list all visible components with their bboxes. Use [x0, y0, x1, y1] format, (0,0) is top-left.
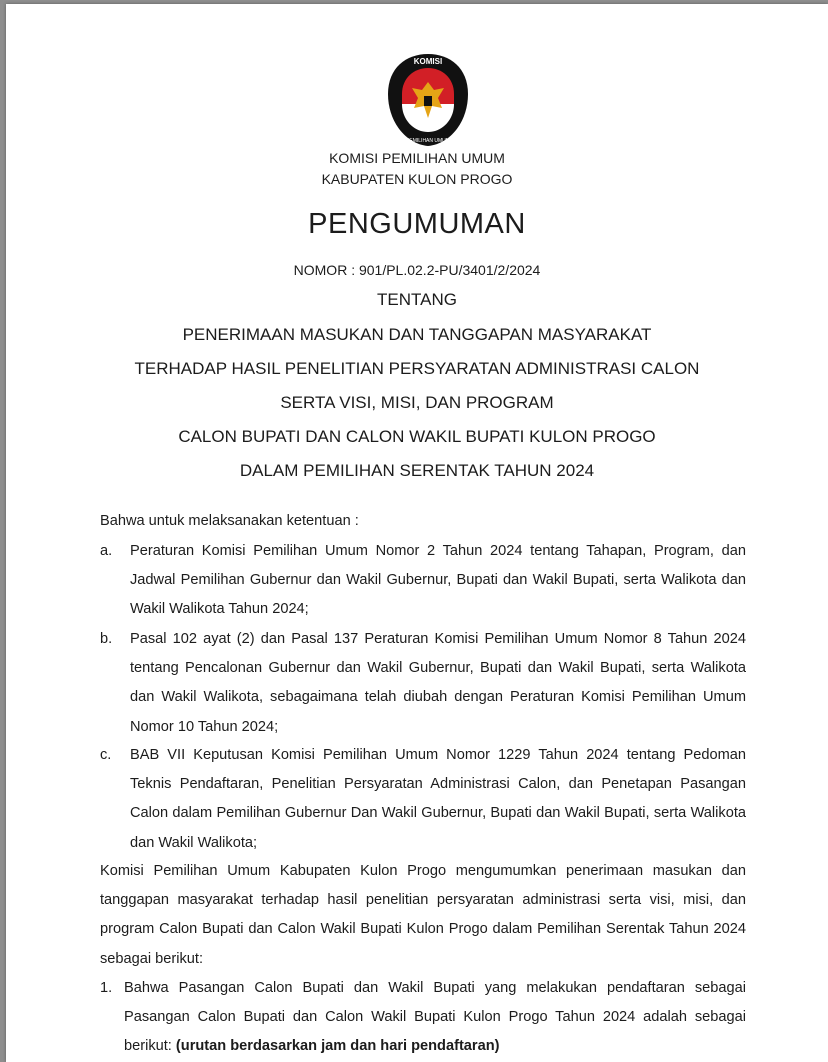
logo-bottom-text: PEMILIHAN UMUM	[406, 138, 450, 144]
point-text	[124, 974, 746, 1062]
subject-line: DALAM PEMILIHAN SERENTAK TAHUN 2024	[239, 461, 595, 480]
provision-marker: b.	[100, 631, 113, 647]
point-item	[100, 974, 746, 1062]
subject-line: TERHADAP HASIL PENELITIAN PERSYARATAN ADMINISTRASI CALON	[134, 359, 700, 378]
org-name-line-2: KABUPATEN KULON PROGO	[321, 171, 513, 187]
kpu-logo	[384, 52, 472, 148]
provision-item	[100, 537, 746, 625]
subject-line: CALON BUPATI DAN CALON WAKIL BUPATI KULON PROGO	[178, 427, 656, 446]
intro-text: Bahwa untuk melaksanakan ketentuan :	[100, 513, 359, 529]
subject-line: PENERIMAAN MASUKAN DAN TANGGAPAN MASYARAKAT	[182, 325, 652, 344]
provision-marker: c.	[100, 747, 112, 763]
point-text-body: Bahwa Pasangan Calon Bupati dan Wakil Bupati yang melakukan pendaftaran sebagai Pasangan Calon Bupati dan Calon Wakil Bupati Kulon Progo Tahun 2024 adalah sebagai berikut:	[124, 980, 746, 1055]
logo-top-text: KOMISI	[413, 57, 443, 66]
org-name-line-1: KOMISI PEMILIHAN UMUM	[329, 150, 505, 166]
page-title: PENGUMUMAN	[308, 208, 526, 240]
document-number: NOMOR : 901/PL.02.2-PU/3401/2/2024	[293, 262, 541, 278]
subject-line: SERTA VISI, MISI, DAN PROGRAM	[280, 393, 554, 412]
provision-text: BAB VII Keputusan Komisi Pemilihan Umum Nomor 1229 Tahun 2024 tentang Pedoman Teknis Pendaftaran, Penelitian Persyaratan Administrasi Calon, dan Penetapan Pasangan Calon dalam Pemilihan Gubernur Dan Wakil Gubernur, Bupati dan Wakil Bupati, serta Walikota dan Wakil Walikota;	[130, 747, 746, 851]
announcement-paragraph: Komisi Pemilihan Umum Kabupaten Kulon Progo mengumumkan penerimaan masukan dan tanggapan masyarakat terhadap hasil penelitian persyaratan administrasi serta visi, misi, dan program Calon Bupati dan Calon Wakil Bupati Kulon Progo dalam Pemilihan Serentak Tahun 2024 sebagai berikut:	[100, 863, 746, 967]
provision-text: Pasal 102 ayat (2) dan Pasal 137 Peraturan Komisi Pemilihan Umum Nomor 8 Tahun 2024 tentang Pencalonan Gubernur dan Wakil Gubernur, Bupati dan Wakil Bupati, serta Walikota dan Wakil Walikota, sebagaimana telah diubah dengan Peraturan Komisi Pemilihan Umum Nomor 10 Tahun 2024;	[130, 631, 746, 735]
document-page	[6, 4, 828, 1062]
provision-item	[100, 741, 746, 858]
point-text-bold: (urutan berdasarkan jam dan hari pendaftaran)	[175, 1038, 500, 1055]
provision-item	[100, 625, 746, 742]
provision-text: Peraturan Komisi Pemilihan Umum Nomor 2 Tahun 2024 tentang Tahapan, Program, dan Jadwal Pemilihan Gubernur dan Wakil Gubernur, Bupati dan Wakil Bupati, serta Walikota dan Wakil Walikota Tahun 2024;	[130, 543, 746, 618]
tentang-label: TENTANG	[377, 290, 457, 309]
provision-marker: a.	[100, 543, 113, 559]
point-marker: 1.	[100, 980, 113, 996]
